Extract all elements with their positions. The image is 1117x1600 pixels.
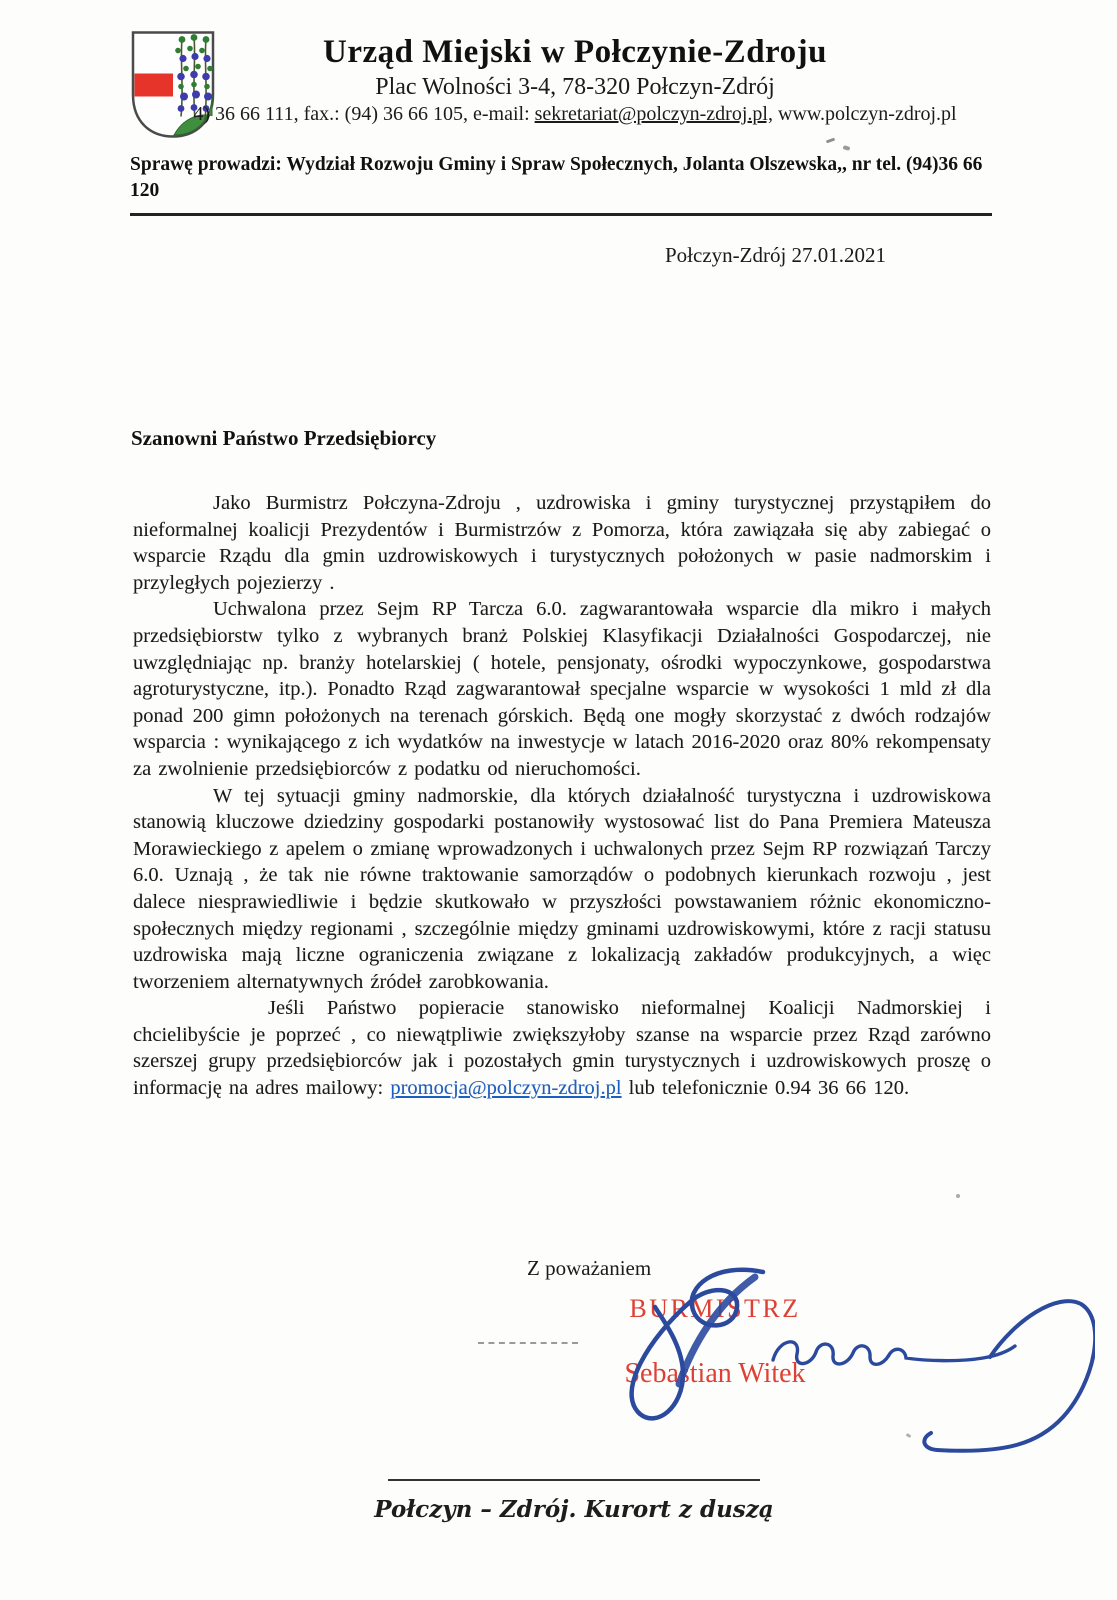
handwritten-signature-icon <box>415 1262 1095 1462</box>
paragraph-1: Jako Burmistrz Połczyna-Zdroju , uzdrowiska i gminy turystycznej przystąpiłem do nieformalnej koalicji Prezydentów i Burmistrzów z Pomorza, która zawiązała się aby zabiegać o wsparcie Rządu dla gmin uzdrowiskowych i turystycznych położonych w pasie nadmorskim i przyległych pojezierzy . <box>133 492 991 594</box>
paragraph-4-tail: lub telefonicznie 0.94 36 66 120. <box>621 1077 910 1100</box>
scan-speck <box>826 138 835 144</box>
contact-website: www.polczyn-zdroj.pl <box>772 103 957 125</box>
contact-email: sekretariat@polczyn-zdroj.pl, <box>534 103 773 125</box>
office-title: Urząd Miejski w Połczynie-Zdroju <box>323 34 827 70</box>
salutation: Szanowni Państwo Przedsiębiorcy <box>131 426 437 450</box>
letter-body <box>133 490 991 1102</box>
valediction: Z poważaniem <box>527 1256 652 1280</box>
header-divider <box>130 213 992 216</box>
promo-email-link[interactable]: promocja@polczyn-zdroj.pl <box>390 1077 622 1100</box>
case-officer-line: Sprawę prowadzi: Wydział Rozwoju Gminy i Spraw Społecznych, Jolanta Olszewska,, nr tel. (94)36 66 120 <box>130 154 983 201</box>
paragraph-3: W tej sytuacji gminy nadmorskie, dla których działalność turystyczna i uzdrowiskowa stanowią kluczowe dziedziny gospodarki postanowiły wystosować list do Pana Premiera Mateusza Morawieckiego z apelem o zmianę wprowadzonych i uchwalonych przez Sejm RP rozwiązań Tarczy 6.0. Uznają , że tak nie równe traktowanie samorządów o podobnych kierunkach rozwoju , jest dalece niesprawiedliwie i będzie skutkowało w przyszłości powstawaniem różnic ekonomiczno-społecznych między regionami , szczególnie między gminami uzdrowiskowymi, które z racji statusu uzdrowiska mają liczne ograniczenia związane z lokalizacją zakładów produkcyjnych, a więc tworzeniem alternatywnych źródeł zarobkowania. <box>133 784 991 993</box>
dateline: Połczyn-Zdrój 27.01.2021 <box>665 243 887 267</box>
office-address: Plac Wolności 3-4, 78-320 Połczyn-Zdrój <box>375 74 775 100</box>
mayor-stamp-title: BURMISTRZ <box>629 1294 801 1323</box>
paragraph-2: Uchwalona przez Sejm RP Tarcza 6.0. zagwarantowała wsparcie dla mikro i małych przedsiębiorstw tylko z wybranych branż Polskiej Klasyfikacji Działalności Gospodarczej, nie uwzględniając np. branży hotelarskiej ( hotele, pensjonaty, ośrodki wypoczynkowe, gospodarstwa agroturystyczne, itp.). Ponadto Rząd zagwarantował specjalne wsparcie w wysokości 1 mld zł dla ponad 200 gimn położonych na terenach górskich. Będą one mogły skorzystać z dwóch rodzajów wsparcia : wynikającego z ich wydatków na inwestycje w latach 2016-2020 oraz 80% rekompensaty za zwolnienie przedsiębiorców z podatku od nieruchomości. <box>133 598 991 780</box>
letterhead <box>180 34 970 126</box>
office-contact-line <box>180 103 970 126</box>
footer-motto: Połczyn – Zdrój. Kurort z duszą <box>374 1496 774 1523</box>
mayor-stamp-name: Sebastian Witek <box>624 1358 806 1389</box>
paragraph-4 <box>133 995 991 1101</box>
contact-phone-fax: 4) 36 66 111, fax.: (94) 36 66 105, e-mail: <box>193 103 535 125</box>
scan-speck <box>956 1194 960 1198</box>
scan-speck <box>843 145 851 151</box>
paragraph-4-text: Jeśli Państwo popieracie stanowisko nieformalnej Koalicji Nadmorskiej i chcielibyście je poprzeć , co niewątpliwie zwiększyłoby szanse na wsparcie przez Rząd zarówno szerszej grupy przedsiębiorców jak i pozostałych gmin turystycznych i uzdrowiskowych proszę o informację na adres mailowy: <box>133 997 991 1100</box>
footer-divider <box>388 1479 760 1481</box>
